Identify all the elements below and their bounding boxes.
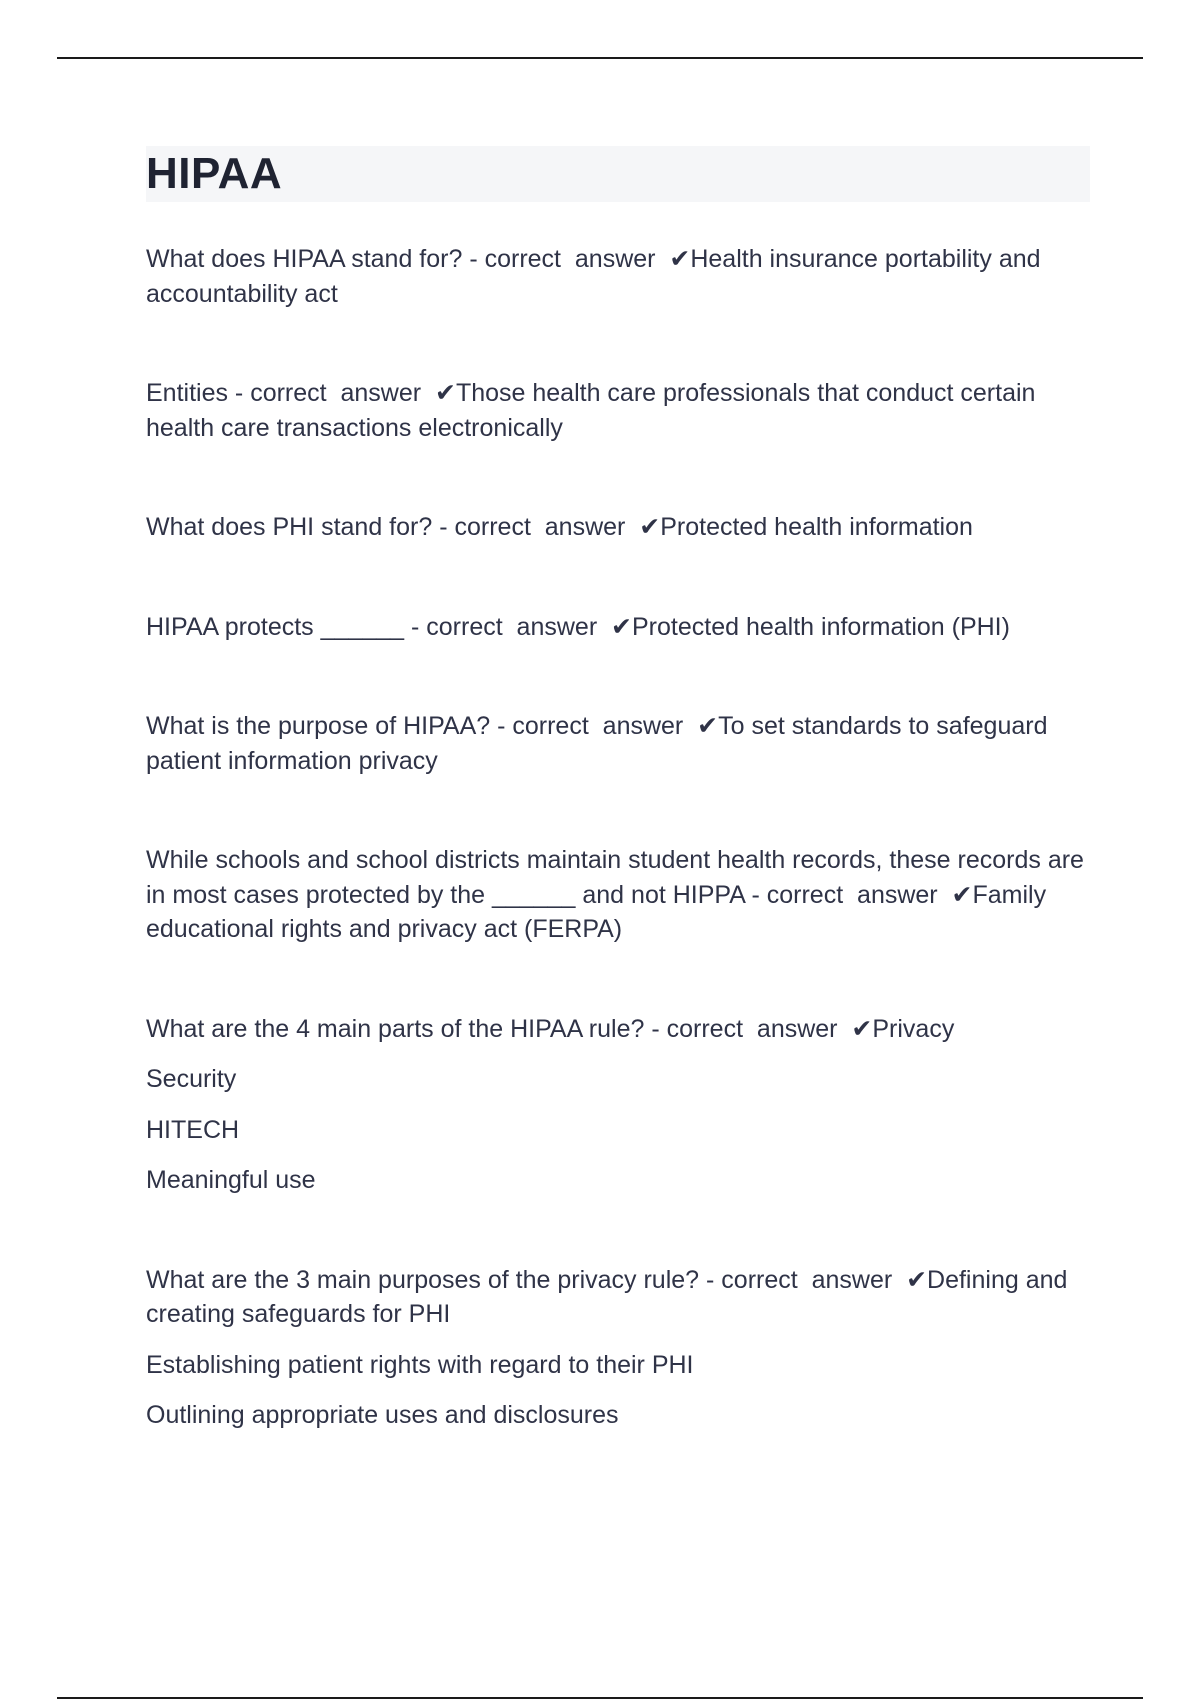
header-rule <box>57 57 1143 59</box>
answer-continuation: Meaningful use <box>146 1166 316 1194</box>
question-text: What are the 3 main purposes of the privacy rule? <box>146 1265 700 1294</box>
qa-line <box>146 610 1090 645</box>
question-text: What does HIPAA stand for? <box>146 245 463 273</box>
qa-item-6 <box>146 843 1090 947</box>
qa-line <box>146 1263 1090 1332</box>
document-title: HIPAA <box>146 149 283 198</box>
qa-line <box>146 510 1090 545</box>
answer-separator: - correct answer <box>490 712 698 740</box>
check-icon: ✔ <box>669 245 691 273</box>
qa-item-4 <box>146 610 1090 645</box>
qa-item-1 <box>146 242 1090 311</box>
answer-text: Protected health information (PHI) <box>632 612 1010 641</box>
answer-separator: - correct answer <box>404 612 612 641</box>
answer-separator: - correct answer <box>644 1014 852 1043</box>
answer-text: Privacy <box>872 1014 955 1043</box>
qa-item-7 <box>146 1012 1090 1198</box>
answer-text: Family educational rights and privacy act (FERPA) <box>146 880 1047 943</box>
check-icon: ✔ <box>906 1265 928 1294</box>
qa-line <box>146 376 1090 445</box>
answer-text: Those health care professionals that conduct certain health care transactions electronically <box>146 379 1036 442</box>
check-icon: ✔ <box>434 379 456 407</box>
answer-separator: - correct answer <box>432 513 640 541</box>
answer-text: To set standards to safeguard patient information privacy <box>146 712 1048 775</box>
answer-continuation: Establishing patient rights with regard to their PHI <box>146 1350 694 1379</box>
answer-separator: - correct answer <box>744 880 952 909</box>
document-body <box>146 146 1090 1498</box>
question-text: What are the 4 main parts of the HIPAA rule? <box>146 1014 645 1043</box>
qa-line <box>146 1012 1090 1047</box>
title-bar <box>146 146 1090 202</box>
answer-continuation: Outlining appropriate uses and disclosures <box>146 1401 619 1429</box>
qa-line <box>146 242 1090 311</box>
question-text: HIPAA protects ______ <box>146 612 405 641</box>
qa-item-8 <box>146 1263 1090 1433</box>
check-icon: ✔ <box>851 1014 873 1043</box>
answer-continuation: HITECH <box>146 1115 240 1144</box>
answer-separator: - correct answer <box>699 1265 907 1294</box>
answer-text: Defining and creating safeguards for PHI <box>146 1265 1068 1328</box>
answer-text: Health insurance portability and accountability act <box>146 245 1041 308</box>
qa-item-5 <box>146 709 1090 778</box>
qa-item-2 <box>146 376 1090 445</box>
answer-separator: - correct answer <box>227 379 435 407</box>
check-icon: ✔ <box>951 880 973 909</box>
question-text: Entities <box>146 379 228 407</box>
qa-line <box>146 843 1090 947</box>
check-icon: ✔ <box>697 712 719 740</box>
question-text: What is the purpose of HIPAA? <box>146 712 491 740</box>
qa-item-3 <box>146 510 1090 545</box>
question-text: What does PHI stand for? <box>146 513 433 541</box>
check-icon: ✔ <box>639 513 661 541</box>
question-text: While schools and school districts maintain student health records, these records are in most cases protected by the ______ and not HIPPA <box>146 846 1084 909</box>
answer-text: Protected health information <box>660 513 973 541</box>
answer-separator: - correct answer <box>462 245 670 273</box>
qa-line <box>146 709 1090 778</box>
answer-continuation: Security <box>146 1065 237 1093</box>
footer-rule <box>57 1697 1143 1699</box>
check-icon: ✔ <box>611 612 632 641</box>
